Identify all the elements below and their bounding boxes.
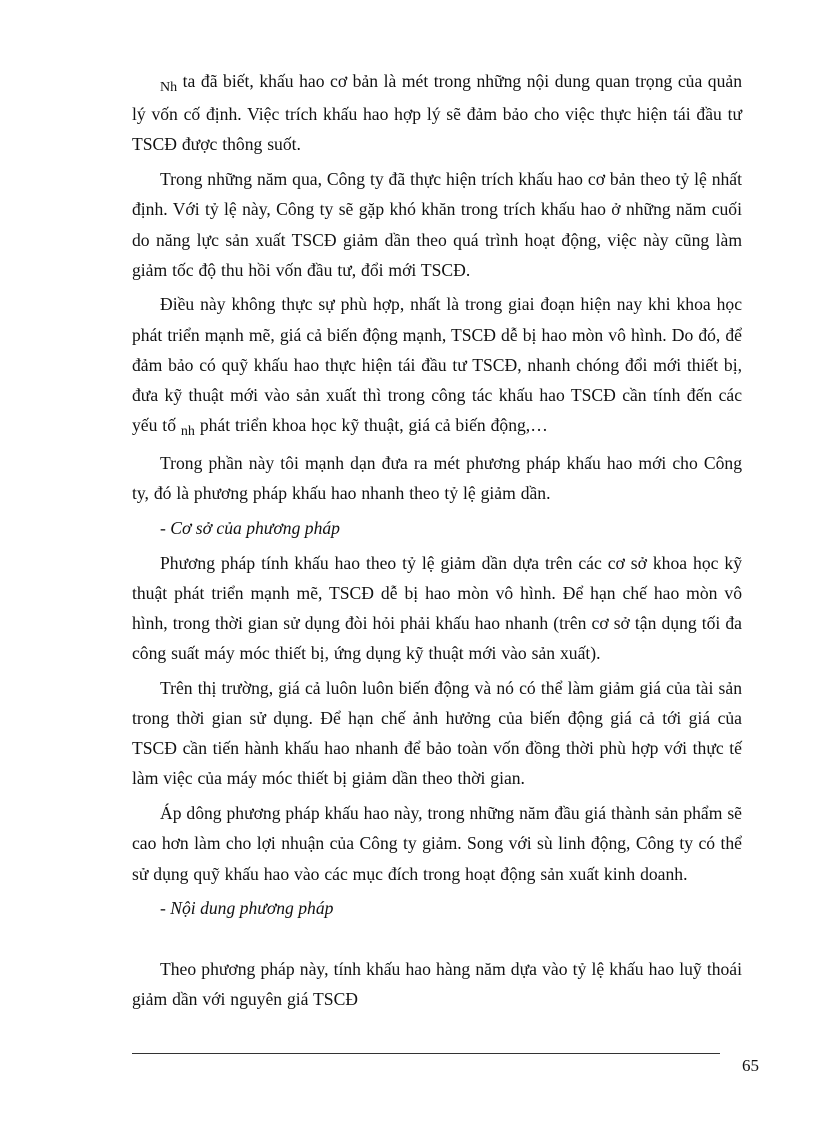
subheading-content: - Nội dung phương pháp: [160, 898, 334, 919]
paragraph-3-text-before: Điều này không thực sự phù hợp, nhất là trong giai đoạn hiện nay khi khoa học phát triển mạnh mẽ, giá cả biến động mạnh, TSCĐ dễ bị hao mòn vô hình. Do đó, để đảm bảo có quỹ khấu hao thực hiện tái đầu tư TSCĐ, nhanh chóng đổi mới thiết bị, đưa kỹ thuật mới vào sản xuất thì trong công tác khấu hao TSCĐ cần tính đến các yếu tố: [132, 294, 742, 436]
paragraph-3: [132, 289, 742, 443]
document-body: [132, 66, 742, 1019]
subheading-basis: - Cơ sở của phương pháp: [160, 517, 340, 538]
paragraph-3-text-after: phát triển khoa học kỹ thuật, giá cả biến động,…: [199, 415, 548, 436]
paragraph-1-lead: Nh: [160, 80, 178, 95]
spacer: [132, 928, 742, 954]
paragraph-8: Theo phương pháp này, tính khấu hao hàng năm dựa vào tỷ lệ khấu hao luỹ thoái giảm dần với nguyên giá TSCĐ: [132, 958, 742, 1010]
paragraph-4: Trong phần này tôi mạnh dạn đưa ra mét phương pháp khấu hao mới cho Công ty, đó là phương pháp khấu hao nhanh theo tỷ lệ giảm dần.: [132, 452, 742, 504]
paragraph-6: Trên thị trường, giá cả luôn luôn biến động và nó có thể làm giảm giá của tài sản trong thời gian sử dụng. Để hạn chế ảnh hưởng của biến động giá cả tới giá của TSCĐ cần tiến hành khấu hao nhanh để bảo toàn vốn đồng thời phù hợp với thực tế làm việc của máy móc thiết bị giảm dần theo thời gian.: [132, 677, 742, 789]
paragraph-2: Trong những năm qua, Công ty đã thực hiện trích khấu hao cơ bản theo tỷ lệ nhất định. Với tỷ lệ này, Công ty sẽ gặp khó khăn trong trích khấu hao ở những năm cuối do năng lực sản xuất TSCĐ giảm dần theo quá trình hoạt động, việc này cũng làm giảm tốc độ thu hồi vốn đầu tư, đổi mới TSCĐ.: [132, 169, 742, 280]
page-number: 65: [742, 1056, 759, 1075]
paragraph-3-inline-small: nh: [180, 424, 195, 440]
paragraph-1: [132, 66, 742, 160]
paragraph-5: Phương pháp tính khấu hao theo tỷ lệ giảm dần dựa trên các cơ sở khoa học kỹ thuật phát triển mạnh mẽ, TSCĐ dễ bị hao mòn vô hình. Để hạn chế hao mòn vô hình, trong thời gian sử dụng đòi hỏi phải khấu hao nhanh (trên cơ sở tận dụng tối đa công suất máy móc thiết bị, ứng dụng kỹ thuật mới vào sản xuất).: [132, 552, 742, 664]
paragraph-7: Áp dông phương pháp khấu hao này, trong những năm đầu giá thành sản phẩm sẽ cao hơn làm cho lợi nhuận của Công ty giảm. Song với sù linh động, Công ty có thể sử dụng quỹ khấu hao vào các mục đích trong hoạt động sản xuất kinh doanh.: [132, 803, 742, 884]
paragraph-1-text: ta đã biết, khấu hao cơ bản là mét trong những nội dung quan trọng của quản lý vốn cố định. Việc trích khấu hao hợp lý sẽ đảm bảo cho việc thực hiện tái đầu tư TSCĐ được thông suốt.: [132, 71, 742, 155]
footer-divider: [132, 1053, 720, 1054]
